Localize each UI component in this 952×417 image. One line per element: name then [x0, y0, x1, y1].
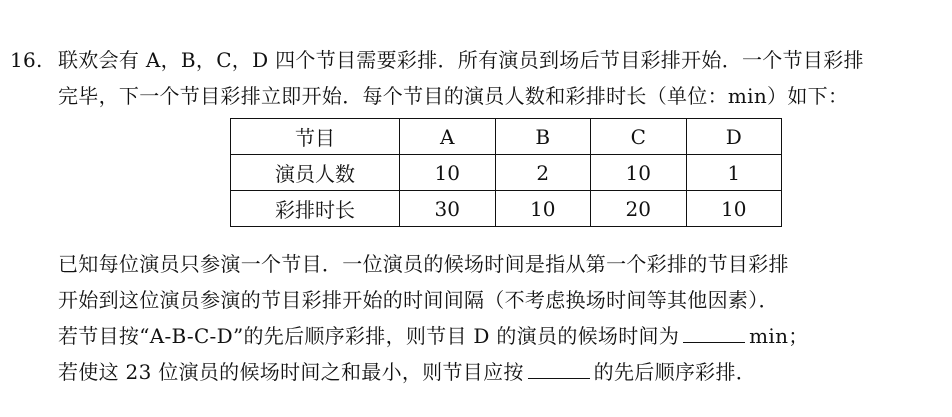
table-cell: 10	[495, 191, 591, 227]
table-row	[231, 191, 782, 227]
table-header-row	[231, 119, 782, 155]
table-header-cell: 节目	[231, 119, 400, 155]
answer-blank-2[interactable]	[528, 358, 590, 379]
condition-text-1: 已知每位演员只参演一个节目．一位演员的候场时间是指从第一个彩排的节目彩排	[58, 252, 789, 276]
table-header-cell: C	[591, 119, 687, 155]
question-line-1	[10, 46, 864, 74]
question-text-1: 联欢会有 A，B，C，D 四个节目需要彩排．所有演员到场后节目彩排开始．一个节目彩排	[58, 48, 864, 72]
table-cell: 10	[591, 155, 687, 191]
table-cell: 20	[591, 191, 687, 227]
question-part-1-text: 若节目按“A-B-C-D”的先后顺序彩排，则节目 D 的演员的候场时间为	[58, 324, 680, 348]
table-cell: 1	[686, 155, 782, 191]
question-part-2	[58, 358, 756, 386]
rehearsal-table	[230, 118, 782, 227]
question-part-2-text: 若使这 23 位演员的候场时间之和最小，则节目应按	[58, 360, 524, 384]
question-line-2	[58, 82, 848, 110]
table-header-cell: D	[686, 119, 782, 155]
table-cell: 10	[400, 155, 496, 191]
table-header-cell: B	[495, 119, 591, 155]
question-part-2-suffix: 的先后顺序彩排．	[593, 360, 757, 384]
question-text-2: 完毕，下一个节目彩排立即开始．每个节目的演员人数和彩排时长（单位：min）如下：	[58, 84, 849, 108]
question-part-1-unit: min；	[749, 324, 809, 348]
question-part-1	[58, 322, 809, 350]
table-header-cell: A	[400, 119, 496, 155]
table-cell: 30	[400, 191, 496, 227]
table-row-label: 演员人数	[231, 155, 400, 191]
table-cell: 10	[686, 191, 782, 227]
condition-text-2: 开始到这位演员参演的节目彩排开始的时间间隔（不考虑换场时间等其他因素）．	[58, 288, 779, 312]
condition-line-1	[58, 250, 789, 278]
table-cell: 2	[495, 155, 591, 191]
table-row-label: 彩排时长	[231, 191, 400, 227]
condition-line-2	[58, 286, 779, 314]
table-row	[231, 155, 782, 191]
question-number: 16.	[10, 48, 43, 72]
answer-blank-1[interactable]	[683, 322, 745, 343]
